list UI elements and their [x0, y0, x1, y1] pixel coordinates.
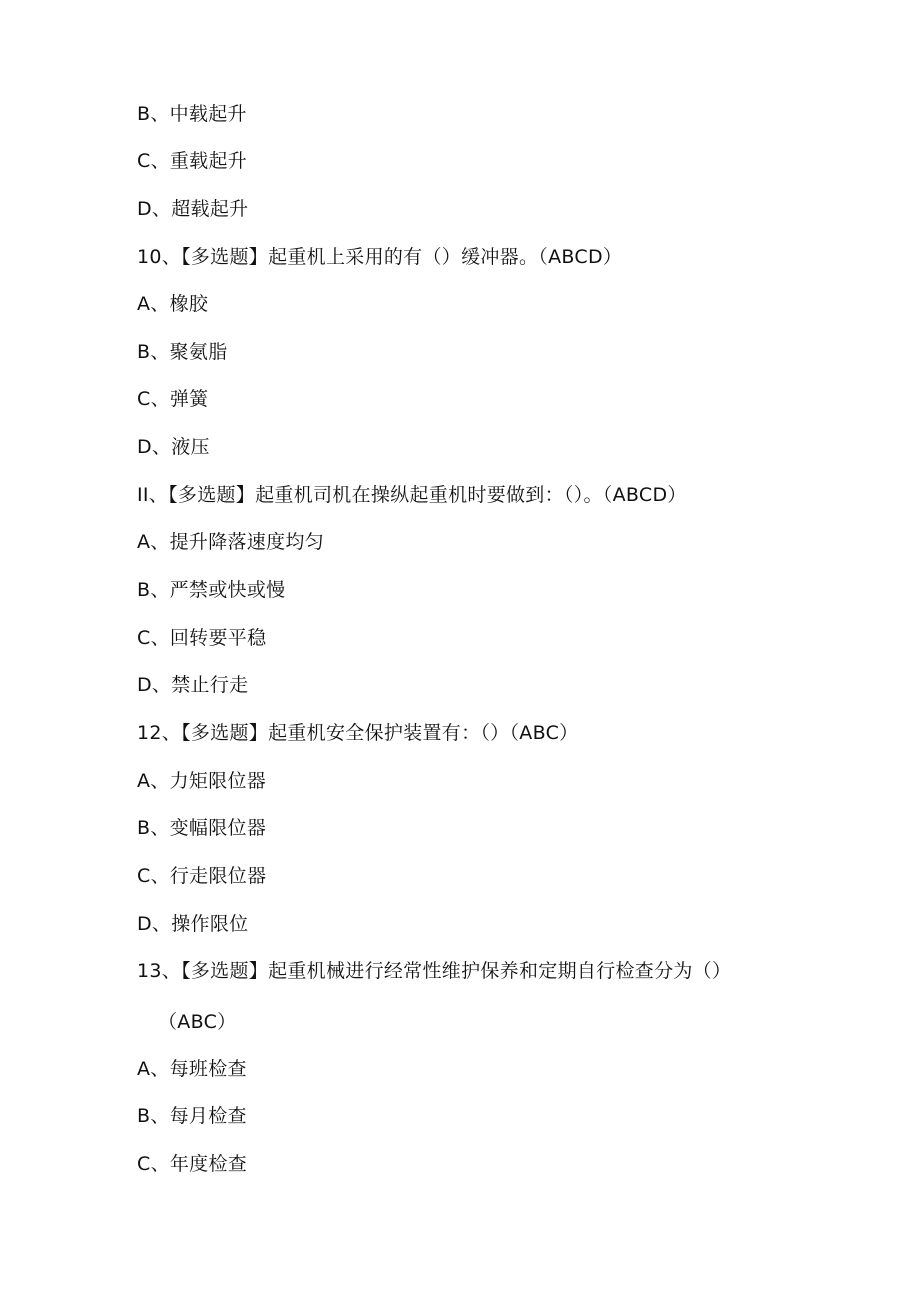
option-line: C、年度检查 — [137, 1153, 248, 1175]
option-line: B、聚氨脂 — [137, 341, 228, 363]
question-line: 10、【多选题】起重机上采用的有（）缓冲器。（ABCD） — [137, 246, 623, 268]
question-answer-line: （ABC） — [158, 1011, 237, 1033]
option-line: B、变幅限位器 — [137, 817, 267, 839]
option-line: C、重载起升 — [137, 150, 248, 172]
option-line: A、力矩限位器 — [137, 770, 267, 792]
question-line: 12、【多选题】起重机安全保护装置有：（）（ABC） — [137, 722, 579, 744]
option-line: D、操作限位 — [137, 913, 249, 935]
option-line: A、橡胶 — [137, 293, 209, 315]
option-line: D、禁止行走 — [137, 674, 249, 696]
question-line: II、【多选题】起重机司机在操纵起重机时要做到：（）。（ABCD） — [137, 484, 687, 506]
question-line: 13、【多选题】起重机械进行经常性维护保养和定期自行检查分为（） — [137, 960, 732, 982]
option-line: B、中载起升 — [137, 103, 247, 125]
option-line: C、行走限位器 — [137, 865, 267, 887]
option-line: C、回转要平稳 — [137, 627, 267, 649]
option-line: D、超载起升 — [137, 198, 249, 220]
option-line: B、严禁或快或慢 — [137, 579, 286, 601]
option-line: C、弹簧 — [137, 388, 209, 410]
option-line: A、提升降落速度均匀 — [137, 531, 324, 553]
option-line: B、每月检查 — [137, 1105, 247, 1127]
option-line: A、每班检查 — [137, 1058, 247, 1080]
option-line: D、液压 — [137, 436, 210, 458]
